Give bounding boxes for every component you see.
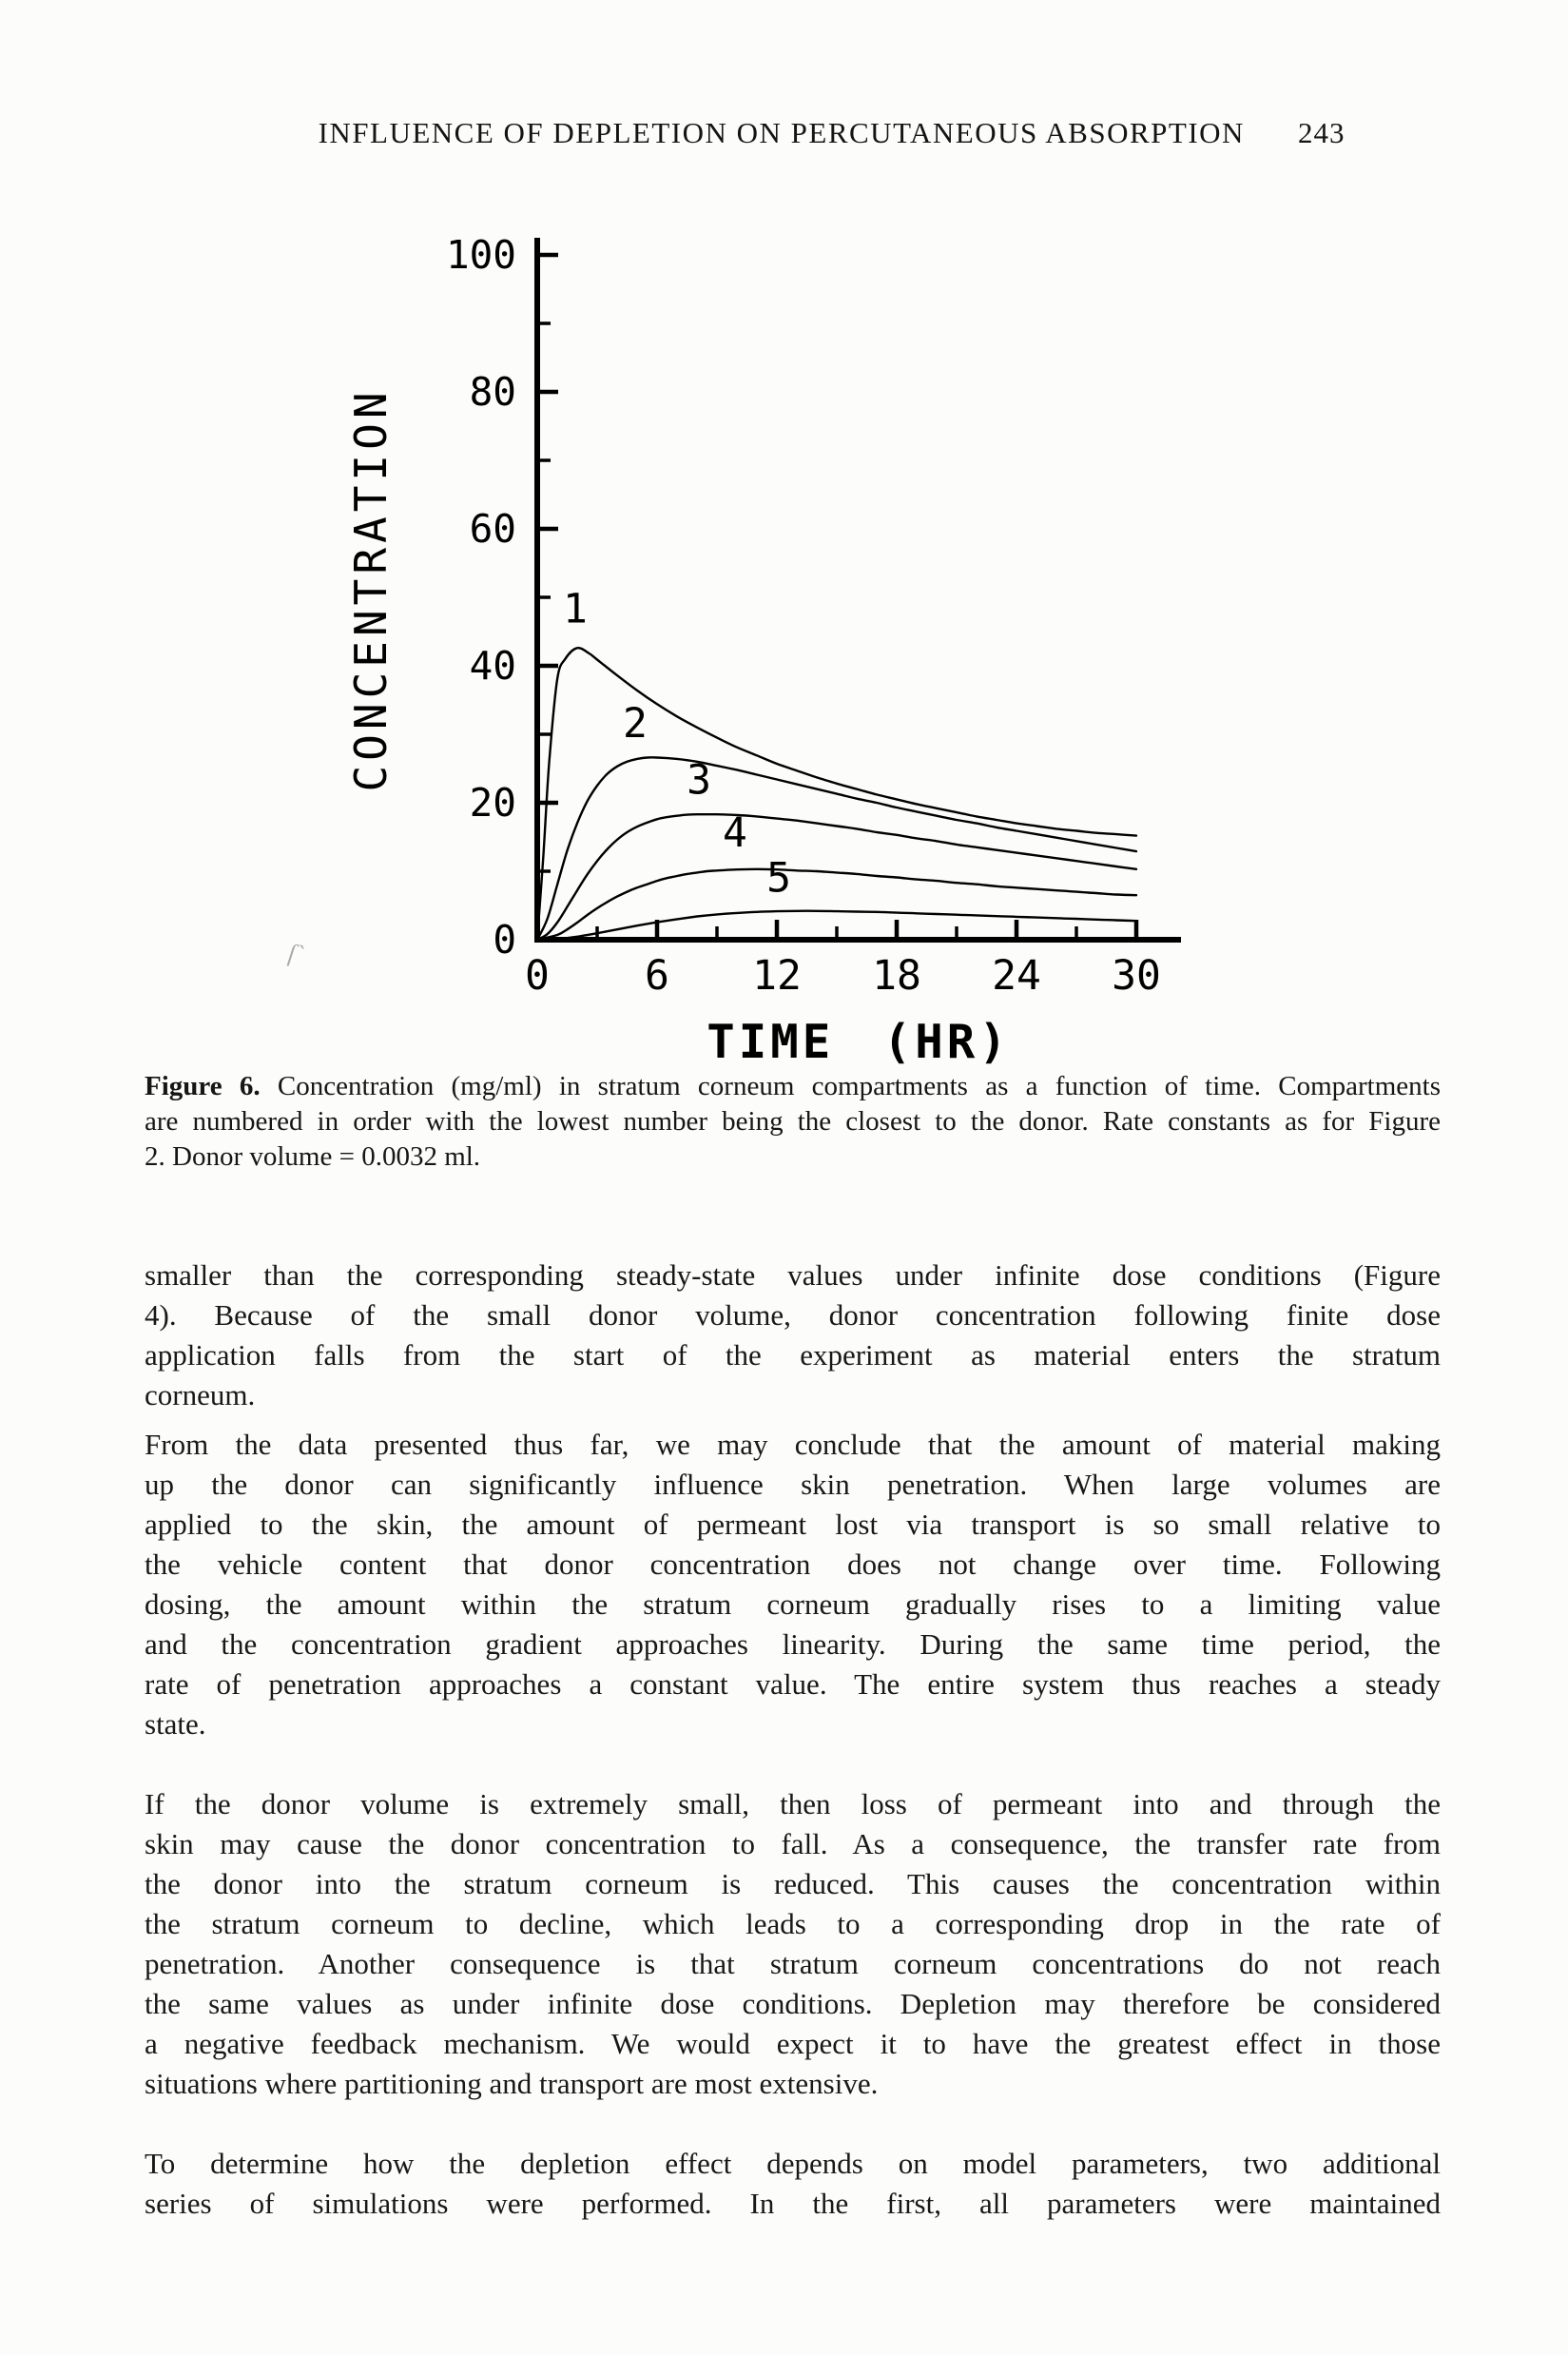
text-line: situations where partitioning and transport are most extensive.	[145, 2067, 879, 2100]
text-line: rate of penetration approaches a constant value. The entire system thus reaches a steady	[145, 1667, 1441, 1701]
text-line: a negative feedback mechanism. We would expect it to have the greatest effect in those	[145, 2027, 1441, 2060]
paragraph	[145, 2144, 1441, 2224]
text-line: the same values as under infinite dose conditions. Depletion may therefore be considered	[145, 1987, 1441, 2020]
page-number: 243	[1297, 116, 1345, 149]
margin-pencil-mark: ſ`	[286, 939, 305, 968]
x-tick-label: 6	[645, 952, 669, 1000]
text-line: the vehicle content that donor concentration does not change over time. Following	[145, 1547, 1441, 1581]
text-line: 4). Because of the small donor volume, donor concentration following finite dose	[145, 1298, 1441, 1332]
compartment-curve-3	[537, 814, 1136, 940]
x-tick-label: 18	[872, 952, 921, 1000]
curve-label-4: 4	[722, 809, 747, 858]
x-tick-label: 0	[525, 952, 550, 1000]
x-axis-title: TIME (HR)	[707, 1015, 1011, 1069]
text-line: To determine how the depletion effect depends on model parameters, two additional	[145, 2147, 1441, 2180]
text-line: up the donor can significantly influence skin penetration. When large volumes are	[145, 1468, 1441, 1501]
text-line: applied to the skin, the amount of permeant lost via transport is so small relative to	[145, 1508, 1441, 1541]
text-line: state.	[145, 1707, 206, 1741]
y-tick-label: 20	[469, 780, 516, 826]
text-line: dosing, the amount within the stratum corneum gradually rises to a limiting value	[145, 1587, 1441, 1621]
caption-line: are numbered in order with the lowest number being the closest to the donor. Rate constants as for Figure	[145, 1106, 1441, 1137]
caption-line: Figure 6. Concentration (mg/ml) in stratum corneum compartments as a function of time. Compartments	[145, 1071, 1441, 1101]
running-title: INFLUENCE OF DEPLETION ON PERCUTANEOUS ABSORPTION	[318, 116, 1245, 149]
text-line: corneum.	[145, 1378, 256, 1411]
text-line: penetration. Another consequence is that stratum corneum concentrations do not reach	[145, 1947, 1441, 1980]
text-line: and the concentration gradient approaches linearity. During the same time period, the	[145, 1627, 1441, 1661]
y-tick-label: 40	[469, 643, 516, 689]
figure6-concentration-chart	[0, 0, 1568, 1103]
text-line: series of simulations were performed. In the first, all parameters were maintained	[145, 2187, 1441, 2220]
curve-label-3: 3	[687, 756, 712, 805]
text-line: smaller than the corresponding steady-state values under infinite dose conditions (Figure	[145, 1258, 1441, 1292]
y-tick-label: 80	[469, 369, 516, 415]
text-line: skin may cause the donor concentration to fall. As a consequence, the transfer rate from	[145, 1827, 1441, 1860]
figure-caption	[145, 1069, 1441, 1175]
y-tick-label: 0	[493, 917, 516, 963]
y-tick-label: 100	[445, 232, 516, 278]
x-tick-label: 24	[992, 952, 1041, 1000]
text-line: application falls from the start of the experiment as material enters the stratum	[145, 1338, 1441, 1372]
curve-label-1: 1	[562, 585, 588, 633]
x-tick-label: 12	[752, 952, 802, 1000]
paragraph	[145, 1784, 1441, 2104]
y-tick-label: 60	[469, 506, 516, 552]
caption-line: 2. Donor volume = 0.0032 ml.	[145, 1141, 481, 1172]
caption-figure-label: Figure 6.	[145, 1071, 261, 1101]
text-line: the stratum corneum to decline, which leads to a corresponding drop in the rate of	[145, 1907, 1441, 1940]
y-axis-title: CONCENTRATION	[345, 387, 397, 792]
text-line: If the donor volume is extremely small, then loss of permeant into and through the	[145, 1787, 1441, 1820]
paragraph	[145, 1425, 1441, 1744]
text-line: the donor into the stratum corneum is reduced. This causes the concentration within	[145, 1867, 1441, 1900]
curve-label-5: 5	[766, 854, 792, 903]
curve-label-2: 2	[622, 699, 648, 748]
x-tick-label: 30	[1112, 952, 1161, 1000]
paragraph	[145, 1255, 1441, 1415]
text-line: From the data presented thus far, we may conclude that the amount of material making	[145, 1428, 1441, 1461]
